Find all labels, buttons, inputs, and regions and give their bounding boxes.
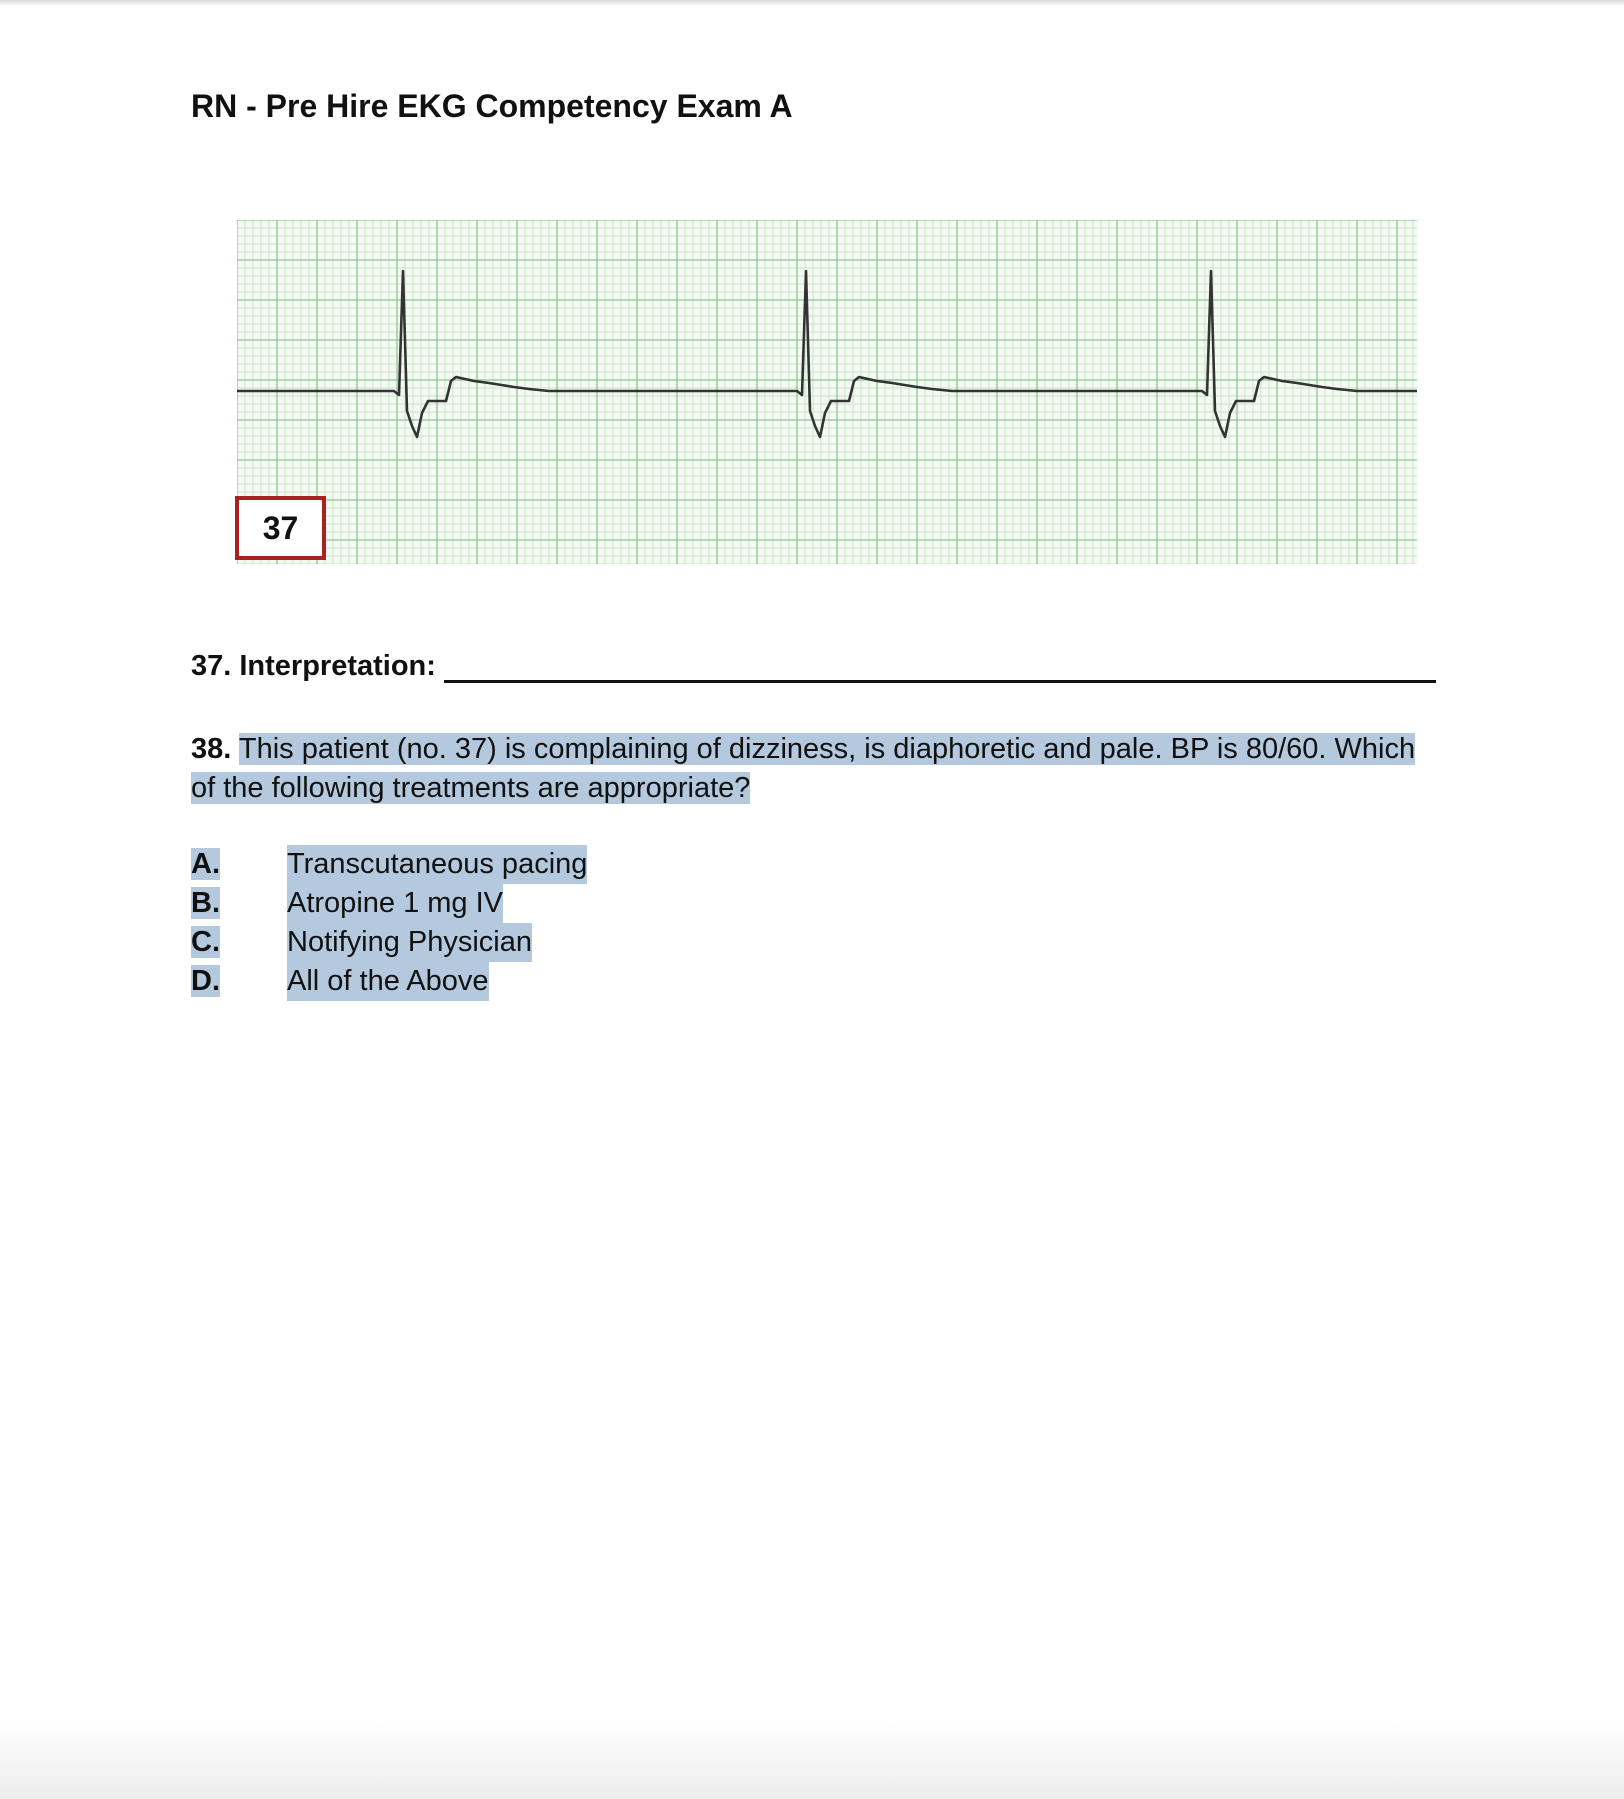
window-top-shadow <box>0 0 1624 6</box>
option-letter: D. <box>191 965 220 997</box>
answer-options <box>191 845 587 1001</box>
option-text: Transcutaneous pacing <box>287 845 587 884</box>
ekg-strip <box>237 220 1417 564</box>
option-b[interactable] <box>191 884 587 923</box>
question-38-number: 38. <box>191 733 232 765</box>
interpretation-answer-line[interactable] <box>444 650 1436 683</box>
option-c[interactable] <box>191 923 587 962</box>
option-letter: C. <box>191 926 220 958</box>
option-a[interactable] <box>191 845 587 884</box>
option-d[interactable] <box>191 962 587 1001</box>
option-text: Atropine 1 mg IV <box>287 884 503 923</box>
page-title: RN - Pre Hire EKG Competency Exam A <box>191 88 793 124</box>
ekg-rhythm-image <box>237 220 1417 564</box>
option-letter: A. <box>191 848 220 880</box>
question-38-text: This patient (no. 37) is complaining of dizziness, is diaphoretic and pale. BP is 80/60. Which of the following treatments are appropriate? <box>191 733 1416 804</box>
question-37 <box>191 650 1436 683</box>
strip-number-label: 37 <box>235 496 326 560</box>
question-38 <box>191 730 1431 808</box>
option-letter: B. <box>191 887 220 919</box>
window-bottom-shadow <box>0 1719 1624 1799</box>
option-text: Notifying Physician <box>287 923 532 962</box>
question-37-label: 37. Interpretation: <box>191 650 436 682</box>
option-text: All of the Above <box>287 962 489 1001</box>
